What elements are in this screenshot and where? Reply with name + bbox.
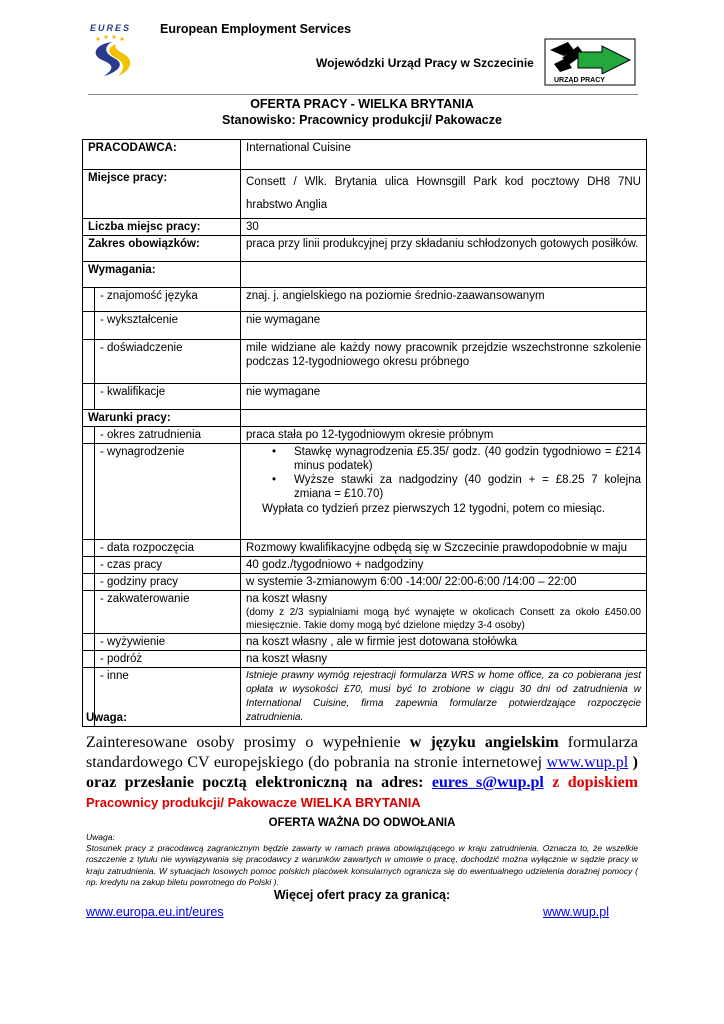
apply-text-4: z dopiskiem xyxy=(543,774,638,791)
start-value: Rozmowy kwalifikacyjne odbędą się w Szczecinie prawdopodobnie w maju xyxy=(241,540,647,557)
pay-bullet-1: • Stawkę wynagrodzenia £5.35/ godz. (40 godzin tygodniowo = £214 minus podatek) xyxy=(294,445,641,473)
count-label: Liczba miejsc pracy: xyxy=(83,219,241,236)
accommodation-label: - zakwaterowanie xyxy=(95,591,241,634)
term-value: praca stała po 12-tygodniowym okresie próbnym xyxy=(241,427,647,444)
term-label: - okres zatrudnienia xyxy=(95,427,241,444)
header-divider xyxy=(88,94,638,95)
accommodation-main: na koszt własny xyxy=(246,593,328,605)
offer-subtitle: Stanowisko: Pracownicy produkcji/ Pakowacze xyxy=(222,113,502,127)
qual-label: - kwalifikacje xyxy=(95,384,241,410)
svg-text:EURES: EURES xyxy=(90,23,132,33)
time-label: - czas pracy xyxy=(95,557,241,574)
apply-text-3: ) oraz przesłanie pocztą elektroniczną na adres: xyxy=(86,754,639,791)
time-value: 40 godz./tygodniowo + nadgodziny xyxy=(241,557,647,574)
hours-label: - godziny pracy xyxy=(95,574,241,591)
exp-value: mile widziane ale każdy nowy pracownik przejdzie wszechstronne szkolenie podczas 12-tygodniowego okresu próbnego xyxy=(241,340,647,384)
conditions-label: Warunki pracy: xyxy=(83,410,241,427)
legal-note-text: Stosunek pracy z pracodawcą zagranicznym będzie zawarty w ramach prawa obowiązującego w kraju zatrudnienia. Oznacza to, że wszelkie roszczenie z tytułu nie wywiązywania się pracodawcy z warunków zawartych w umowie o pracę, dochodzić można wyłącznie w sądzie pracy w kraju zatrudnienia. W sytuacjach losowych pomoc polskich placówek konsularnych ogranicza się do ewentualnego udzielenia doraźnej pomocy ( np. kredytu na zakup biletu powrotnego do Polski ). xyxy=(86,843,638,887)
wup-link[interactable]: www.wup.pl xyxy=(546,754,629,771)
edu-label: - wykształcenie xyxy=(95,312,241,340)
qual-value: nie wymagane xyxy=(241,384,647,410)
employer-label: PRACODAWCA: xyxy=(83,140,241,170)
eures-link[interactable]: www.europa.eu.int/eures xyxy=(86,905,224,919)
employer-value: International Cuisine xyxy=(241,140,647,170)
legal-note xyxy=(86,832,638,888)
place-value: Consett / Wlk. Brytania ulica Hownsgill Park kod pocztowy DH8 7NU hrabstwo Anglia xyxy=(241,170,647,219)
place-label: Miejsce pracy: xyxy=(83,170,241,219)
edu-value: nie wymagane xyxy=(241,312,647,340)
valid-until: OFERTA WAŻNA DO ODWOŁANIA xyxy=(268,817,456,829)
uwaga-label: Uwaga: xyxy=(86,712,127,724)
apply-text-2: formularza standardowego CV europejskiego (do pobrania na stronie internetowej xyxy=(86,734,638,771)
wup-footer-link[interactable]: www.wup.pl xyxy=(543,905,609,919)
count-value: 30 xyxy=(241,219,647,236)
accommodation-value xyxy=(241,591,647,634)
hours-value: w systemie 3-zmianowym 6:00 -14:00/ 22:00-6:00 /14:00 – 22:00 xyxy=(241,574,647,591)
pay-note: Wypłata co tydzień przez pierwszych 12 tygodni, potem co miesiąc. xyxy=(262,503,606,515)
pay-value xyxy=(241,444,647,540)
header-org: European Employment Services xyxy=(160,22,352,36)
apply-instructions xyxy=(86,733,638,813)
pay-label: - wynagrodzenie xyxy=(95,444,241,540)
other-value: Istnieje prawny wymóg rejestracji formularza WRS w home office, za co pobierana jest opłata w wysokości £70, musi być to zrobione w ciągu 30 dni od zatrudnienia w International Cuisine, firma zapewnia formularze potwierdzające rozpoczęcie zatrudnienia. xyxy=(241,668,647,727)
offer-title: OFERTA PRACY - WIELKA BRYTANIA xyxy=(250,97,474,111)
travel-value: na koszt własny xyxy=(241,651,647,668)
offer-table xyxy=(82,139,647,727)
food-label: - wyżywienie xyxy=(95,634,241,651)
requirements-empty xyxy=(241,262,647,288)
email-link[interactable]: eures_s@wup.pl xyxy=(431,774,544,791)
header-office: Wojewódzki Urząd Pracy w Szczecinie xyxy=(316,56,534,70)
duties-label: Zakres obowiązków: xyxy=(83,236,241,262)
apply-subject: Pracownicy produkcji/ Pakowacze WIELKA BRYTANIA xyxy=(86,795,421,810)
apply-lang: w języku angielskim xyxy=(409,734,559,751)
eures-logo xyxy=(82,20,138,78)
more-offers: Więcej ofert pracy za granicą: xyxy=(273,888,451,902)
pay-bullet-2: • Wyższe stawki za nadgodziny (40 godzin + = £8.25 7 kolejna zmiana = £10.70) xyxy=(294,473,641,501)
lang-label: - znajomość języka xyxy=(95,288,241,312)
exp-label: - doświadczenie xyxy=(95,340,241,384)
accommodation-note: (domy z 2/3 sypialniami mogą być wynajęte w okolicach Consett za około £450.00 miesięcznie. Takie domy mogą być dzielone między 3-4 osoby) xyxy=(246,607,641,631)
up-logo-text: URZĄD PRACY xyxy=(554,77,605,84)
apply-text-1: Zainteresowane osoby prosimy o wypełnienie xyxy=(86,734,410,751)
duties-value: praca przy linii produkcyjnej przy składaniu schłodzonych gotowych posiłków. xyxy=(241,236,647,262)
urzad-pracy-logo xyxy=(544,38,636,86)
food-value: na koszt własny , ale w firmie jest dotowana stołówka xyxy=(241,634,647,651)
other-label: - inne xyxy=(95,668,241,727)
lang-value: znaj. j. angielskiego na poziomie średnio-zaawansowanym xyxy=(241,288,647,312)
start-label: - data rozpoczęcia xyxy=(95,540,241,557)
requirements-label: Wymagania: xyxy=(83,262,241,288)
legal-note-title: Uwaga: xyxy=(86,832,115,842)
conditions-empty xyxy=(241,410,647,427)
travel-label: - podróż xyxy=(95,651,241,668)
